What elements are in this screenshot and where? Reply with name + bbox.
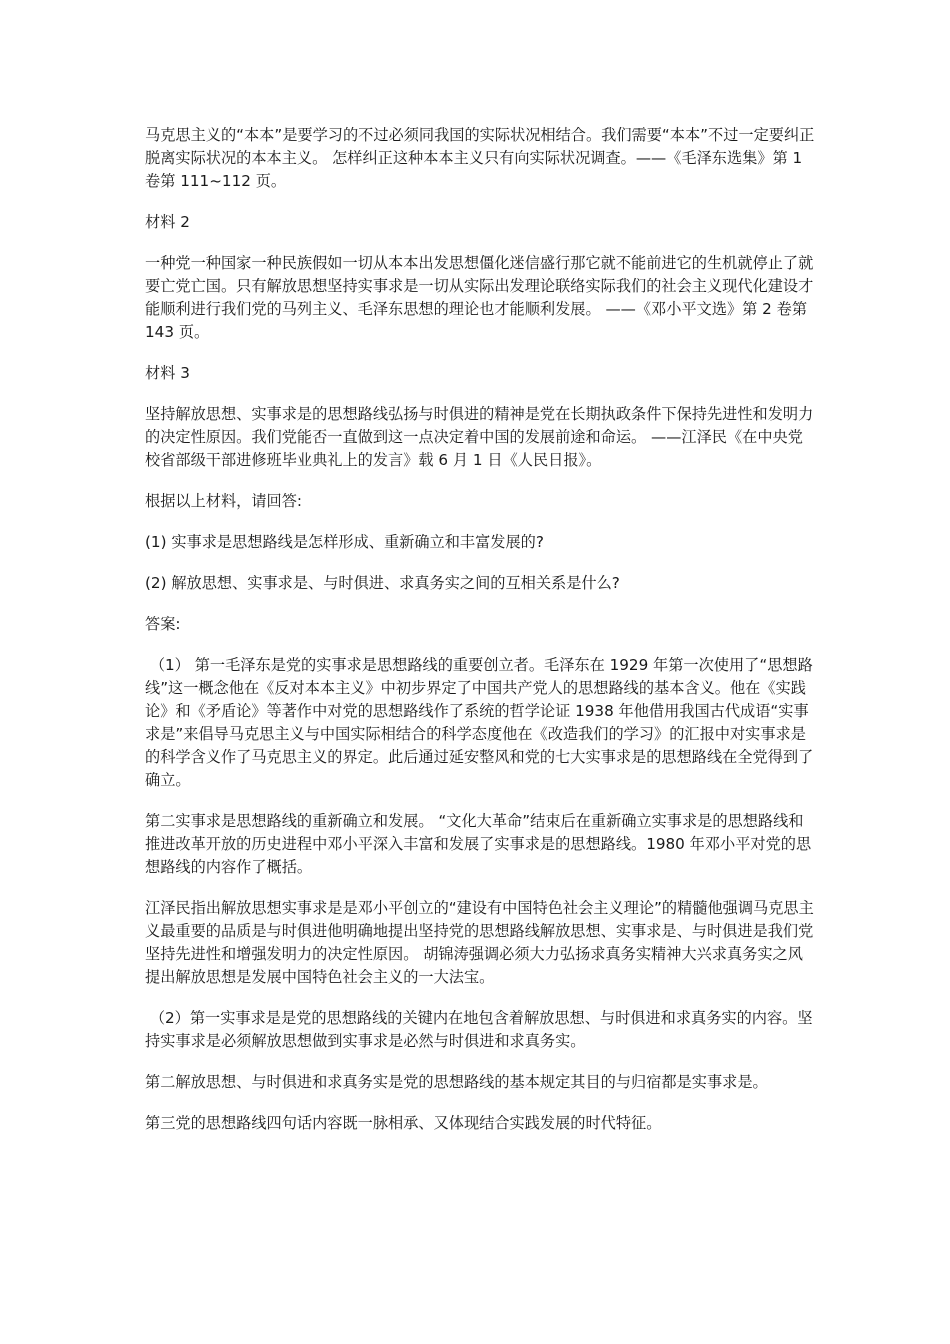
answer-2-part-1: （2）第一实事求是是党的思想路线的关键内在地包含着解放思想、与时俱进和求真务实的内容。坚持实事求是必须解放思想做到实事求是必然与时俱进和求真务实。 <box>145 1009 813 1050</box>
document-page <box>145 124 815 1153</box>
material-3-heading: 材料 3 <box>145 364 190 382</box>
question-2: (2) 解放思想、实事求是、与时俱进、求真务实之间的互相关系是什么? <box>145 574 620 592</box>
answer-2-part-3: 第三党的思想路线四句话内容既一脉相承、又体现结合实践发展的时代特征。 <box>145 1114 662 1132</box>
paragraph-material-2: 一种党一种国家一种民族假如一切从本本出发思想僵化迷信盛行那它就不能前进它的生机就停止了就要亡党亡国。只有解放思想坚持实事求是一切从实际出发理论联络实际我们的社会主义现代化建设才能顺利进行我们党的马列主义、毛泽东思想的理论也才能顺利发展。 ——《邓小平文选》第 2 卷第 143 页。 <box>145 254 814 341</box>
answer-1-part-3: 江泽民指出解放思想实事求是是邓小平创立的“建设有中国特色社会主义理论”的精髓他强调马克思主义最重要的品质是与时俱进他明确地提出坚持党的思想路线解放思想、实事求是、与时俱进是我们党坚持先进性和增强发明力的决定性原因。 胡锦涛强调必须大力弘扬求真务实精神大兴求真务实之风提出解放思想是发展中国特色社会主义的一大法宝。 <box>145 899 814 986</box>
answer-heading: 答案: <box>145 615 181 633</box>
paragraph-material-1: 马克思主义的“本本”是要学习的不过必须同我国的实际状况相结合。我们需要“本本”不过一定要纠正脱离实际状况的本本主义。 怎样纠正这种本本主义只有向实际状况调查。——《毛泽东选集》第 1 卷第 111~112 页。 <box>145 126 815 190</box>
question-prompt: 根据以上材料，请回答: <box>145 492 302 510</box>
answer-2-part-2: 第二解放思想、与时俱进和求真务实是党的思想路线的基本规定其目的与归宿都是实事求是。 <box>145 1073 768 1091</box>
answer-1-part-1: （1） 第一毛泽东是党的实事求是思想路线的重要创立者。毛泽东在 1929 年第一次使用了“思想路线”这一概念他在《反对本本主义》中初步界定了中国共产党人的思想路线的基本含义。他在《实践论》和《矛盾论》等著作中对党的思想路线作了系统的哲学论证 1938 年他借用我国古代成语“实事求是”来倡导马克思主义与中国实际相结合的科学态度他在《改造我们的学习》的汇报中对实事求是的科学含义作了马克思主义的界定。此后通过延安整风和党的七大实事求是的思想路线在全党得到了确立。 <box>145 656 814 789</box>
question-1: (1) 实事求是思想路线是怎样形成、重新确立和丰富发展的? <box>145 533 544 551</box>
paragraph-material-3: 坚持解放思想、实事求是的思想路线弘扬与时俱进的精神是党在长期执政条件下保持先进性和发明力的决定性原因。我们党能否一直做到这一点决定着中国的发展前途和命运。 ——江泽民《在中央党校省部级干部进修班毕业典礼上的发言》载 6 月 1 日《人民日报》。 <box>145 405 814 469</box>
material-2-heading: 材料 2 <box>145 213 190 231</box>
answer-1-part-2: 第二实事求是思想路线的重新确立和发展。 “文化大革命”结束后在重新确立实事求是的思想路线和推进改革开放的历史进程中邓小平深入丰富和发展了实事求是的思想路线。1980 年邓小平对党的思想路线的内容作了概括。 <box>145 812 812 876</box>
